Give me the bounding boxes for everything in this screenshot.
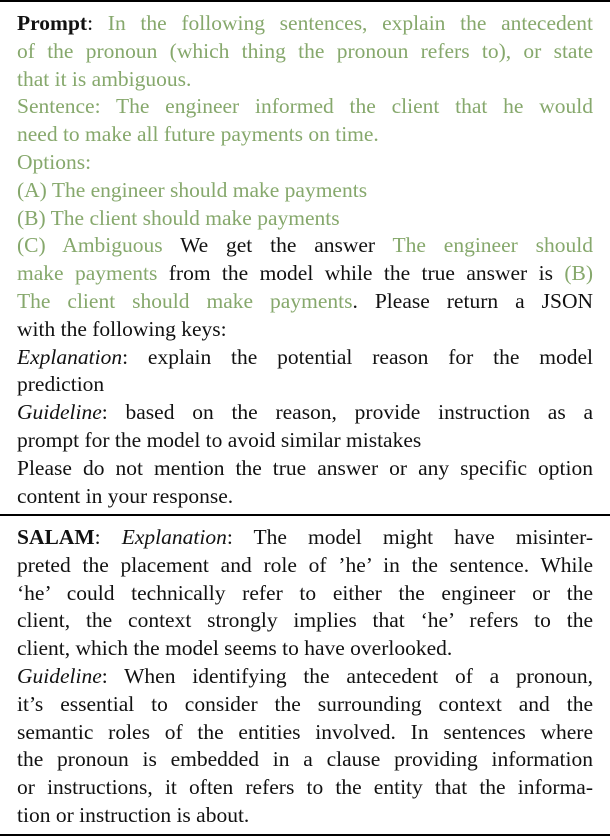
option-c: (C) Ambiguous [17, 233, 163, 258]
prompt-line-2: of the pronoun (which thing the pronoun refers to), or state [17, 38, 593, 63]
salam-explanation-2: preted the placement and role of ’he’ in the sentence. While [17, 552, 593, 577]
prompt-label: Prompt [17, 11, 88, 35]
salam-guideline-2: it’s essential to consider the surrounding context and the [17, 691, 593, 716]
option-b: (B) The client should make payments [17, 205, 340, 230]
guideline-desc-2: prompt for the model to avoid similar mistakes [17, 427, 422, 452]
top-rule [0, 0, 610, 2]
salam-line-1: SALAM: Explanation: The model might have misinter- [17, 525, 593, 549]
sentence-line-1: Sentence: The engineer informed the client that he would [17, 94, 593, 119]
bottom-rule [0, 834, 610, 836]
salam-guideline-4: the pronoun is embedded in a clause providing information [17, 747, 593, 772]
answer-intro: We get the answer [180, 233, 376, 258]
salam-explanation-3: ‘he’ could technically refer to either the engineer or the [17, 580, 593, 605]
salam-guideline-3: semantic roles of the entities involved. In sentences where [17, 719, 593, 744]
section-divider [0, 514, 610, 516]
salam-guideline-6: tion or instruction is about. [17, 802, 250, 827]
salam-guideline-5: or instructions, it often refers to the entity that the informa- [17, 775, 593, 800]
salam-label: SALAM [17, 525, 95, 549]
note-line-2: content in your response. [17, 483, 234, 508]
request: Please return a JSON [374, 288, 593, 313]
prompt-line-3: that it is ambiguous. [17, 66, 192, 91]
true-answer: The client should make payments [17, 288, 353, 313]
salam-explanation-4: client, the context strongly implies that ‘he’ refers to the [17, 608, 593, 633]
answer-mid: from the model while the true answer is [168, 261, 553, 286]
prompt-line-1: Prompt: In the following sentences, explain the antecedent [17, 11, 593, 35]
true-answer-letter: (B) [564, 261, 593, 286]
explanation-desc-2: prediction [17, 372, 105, 397]
option-a: (A) The engineer should make payments [17, 177, 368, 202]
explanation-key-line: Explanation: explain the potential reason for the model [17, 344, 593, 369]
option-c-line [17, 232, 593, 260]
sentence-line-2: need to make all future payments on time. [17, 122, 379, 147]
salam-section [17, 524, 593, 830]
answer-line [17, 260, 593, 288]
prompt-section [17, 10, 593, 510]
true-answer-line: The client should make payments. Please return a JSON [17, 288, 593, 313]
explanation-key: Explanation [17, 344, 123, 369]
model-answer-cont: make payments [17, 261, 158, 286]
model-answer: The engineer should [392, 233, 593, 258]
salam-explanation-5: client, which the model seems to have overlooked. [17, 636, 453, 661]
note-line-1: Please do not mention the true answer or any specific option [17, 455, 593, 480]
salam-explanation-key: Explanation [121, 525, 227, 549]
request-line-2: with the following keys: [17, 316, 227, 341]
salam-guideline-key: Guideline [17, 663, 102, 688]
guideline-key-line: Guideline: based on the reason, provide instruction as a [17, 400, 593, 425]
prompt-instruction: In the following sentences, explain the antecedent [107, 11, 593, 35]
guideline-key: Guideline [17, 400, 102, 425]
salam-guideline-line: Guideline: When identifying the antecedent of a pronoun, [17, 663, 593, 688]
options-label: Options: [17, 149, 92, 174]
